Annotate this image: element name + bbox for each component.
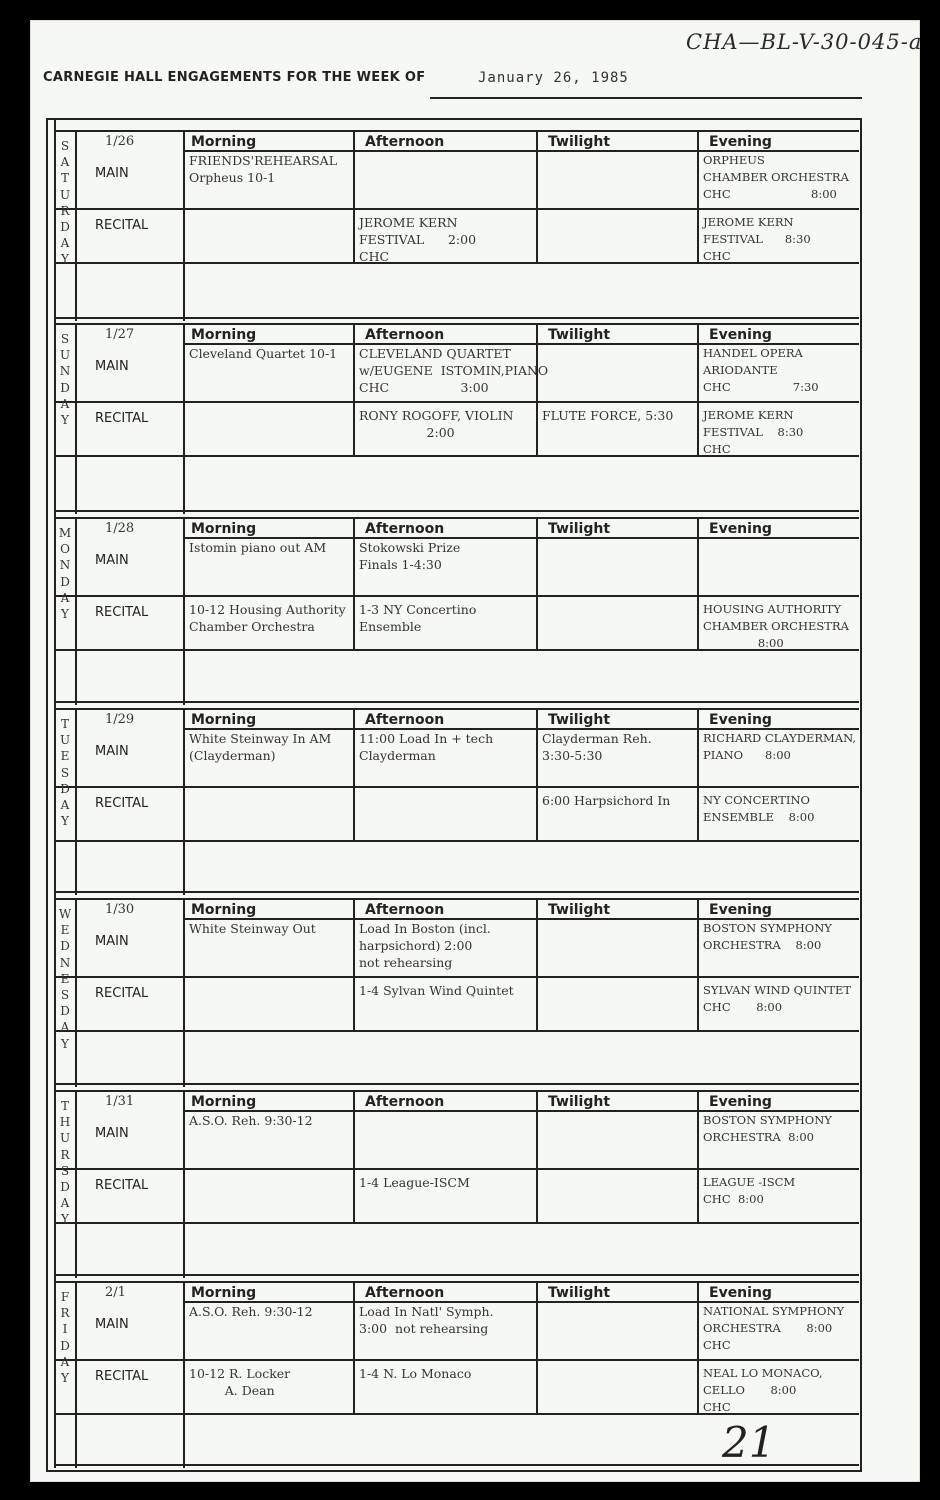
slot-header-morning: Morning xyxy=(191,902,257,918)
grid-line xyxy=(183,323,185,514)
grid-line xyxy=(536,1281,538,1413)
slot-header-afternoon: Afternoon xyxy=(365,902,445,918)
grid-line xyxy=(353,1090,355,1222)
grid-line xyxy=(55,323,859,325)
grid-line xyxy=(697,130,699,262)
recital-evening-entry: HOUSING AUTHORITY CHAMBER ORCHESTRA 8:00 xyxy=(703,602,849,650)
day-date: 1/28 xyxy=(105,521,135,536)
room-label-recital: RECITAL xyxy=(95,1178,149,1193)
main-morning-entry: A.S.O. Reh. 9:30-12 xyxy=(189,1113,313,1128)
grid-line xyxy=(697,1281,699,1413)
recital-afternoon-entry: 1-4 N. Lo Monaco xyxy=(359,1366,472,1381)
grid-line xyxy=(353,517,355,649)
day-block xyxy=(55,323,859,514)
grid-line xyxy=(55,130,859,132)
slot-header-morning: Morning xyxy=(191,327,257,343)
grid-line xyxy=(55,898,859,900)
day-block xyxy=(55,898,859,1087)
room-label-recital: RECITAL xyxy=(95,605,149,620)
main-evening-entry: HANDEL OPERA ARIODANTE CHC 7:30 xyxy=(703,346,819,394)
grid-line xyxy=(353,1281,355,1413)
day-date: 1/27 xyxy=(105,327,135,342)
recital-afternoon-entry: 1-4 League-ISCM xyxy=(359,1175,470,1190)
recital-twilight-entry: 6:00 Harpsichord In xyxy=(542,793,671,808)
archive-annotation: CHA—BL-V-30-045-a xyxy=(686,30,923,54)
main-morning-entry: A.S.O. Reh. 9:30-12 xyxy=(189,1304,313,1319)
slot-header-afternoon: Afternoon xyxy=(365,521,445,537)
grid-line xyxy=(536,130,538,262)
recital-morning-entry: 10-12 R. Locker A. Dean xyxy=(189,1366,291,1398)
grid-line xyxy=(55,701,859,703)
grid-line xyxy=(55,1030,859,1032)
grid-line xyxy=(183,708,185,895)
slot-header-afternoon: Afternoon xyxy=(365,327,445,343)
slot-header-evening: Evening xyxy=(709,521,772,537)
grid-line xyxy=(55,891,859,893)
main-afternoon-entry: Stokowski Prize Finals 1-4:30 xyxy=(359,540,461,572)
slot-header-evening: Evening xyxy=(709,902,772,918)
recital-morning-entry: 10-12 Housing Authority Chamber Orchestra xyxy=(189,602,346,634)
day-label: F R I D A Y xyxy=(60,1290,70,1386)
slot-header-twilight: Twilight xyxy=(548,134,611,150)
grid-line xyxy=(353,130,355,262)
week-underline xyxy=(430,97,862,99)
day-label: T U E S D A Y xyxy=(59,717,71,829)
day-date: 1/29 xyxy=(105,712,135,727)
grid-line xyxy=(55,401,859,403)
page-title: CARNEGIE HALL ENGAGEMENTS FOR THE WEEK OF xyxy=(43,70,426,85)
main-evening-entry: BOSTON SYMPHONY ORCHESTRA 8:00 xyxy=(703,921,832,952)
main-afternoon-entry: 11:00 Load In + tech Clayderman xyxy=(359,731,494,763)
grid-line xyxy=(536,517,538,649)
recital-evening-entry: LEAGUE -ISCM CHC 8:00 xyxy=(703,1175,796,1206)
slot-header-twilight: Twilight xyxy=(548,712,611,728)
main-afternoon-entry: Load In Natl' Symph. 3:00 not rehearsing xyxy=(359,1304,494,1336)
slot-header-afternoon: Afternoon xyxy=(365,134,445,150)
recital-evening-entry: JEROME KERN FESTIVAL 8:30 CHC xyxy=(703,408,804,456)
slot-header-morning: Morning xyxy=(191,134,257,150)
main-evening-entry: ORPHEUS CHAMBER ORCHESTRA CHC 8:00 xyxy=(703,153,849,201)
room-label-recital: RECITAL xyxy=(95,986,149,1001)
grid-line xyxy=(697,1090,699,1222)
slot-header-twilight: Twilight xyxy=(548,521,611,537)
grid-line xyxy=(697,323,699,455)
recital-evening-entry: JEROME KERN FESTIVAL 8:30 CHC xyxy=(703,215,811,263)
day-label: S A T U R D A Y xyxy=(59,139,71,267)
day-label: S U N D A Y xyxy=(59,332,71,428)
slot-header-afternoon: Afternoon xyxy=(365,712,445,728)
grid-line xyxy=(55,786,859,788)
room-label-recital: RECITAL xyxy=(95,218,149,233)
slot-header-evening: Evening xyxy=(709,1285,772,1301)
main-morning-entry: White Steinway In AM (Clayderman) xyxy=(189,731,332,763)
room-label-main: MAIN xyxy=(95,934,129,949)
recital-twilight-entry: FLUTE FORCE, 5:30 xyxy=(542,408,674,423)
grid-line xyxy=(75,708,77,895)
grid-line xyxy=(55,517,859,519)
slot-header-twilight: Twilight xyxy=(548,1285,611,1301)
main-morning-entry: FRIENDS'REHEARSAL Orpheus 10-1 xyxy=(189,153,337,185)
grid-line xyxy=(55,1222,859,1224)
recital-evening-entry: NEAL LO MONACO, CELLO 8:00 CHC xyxy=(703,1366,823,1414)
room-label-main: MAIN xyxy=(95,359,129,374)
grid-line xyxy=(697,898,699,1030)
slot-header-afternoon: Afternoon xyxy=(365,1094,445,1110)
recital-afternoon-entry: JEROME KERN FESTIVAL 2:00 CHC xyxy=(359,215,477,264)
room-label-main: MAIN xyxy=(95,1317,129,1332)
slot-header-twilight: Twilight xyxy=(548,1094,611,1110)
slot-header-morning: Morning xyxy=(191,1285,257,1301)
grid-line xyxy=(183,1090,185,1278)
grid-line xyxy=(75,323,77,514)
grid-line xyxy=(183,130,185,321)
grid-line xyxy=(183,1281,185,1468)
day-block xyxy=(55,1090,859,1278)
day-date: 1/30 xyxy=(105,902,135,917)
grid-line xyxy=(536,898,538,1030)
grid-line xyxy=(697,517,699,649)
grid-line xyxy=(55,1281,859,1283)
recital-afternoon-entry: 1-3 NY Concertino Ensemble xyxy=(359,602,477,634)
grid-line xyxy=(75,1281,77,1468)
slot-header-evening: Evening xyxy=(709,327,772,343)
grid-line xyxy=(353,898,355,1030)
slot-header-twilight: Twilight xyxy=(548,902,611,918)
grid-line xyxy=(55,510,859,512)
grid-line xyxy=(536,708,538,840)
grid-line xyxy=(353,708,355,840)
main-morning-entry: Cleveland Quartet 10-1 xyxy=(189,346,338,361)
slot-header-evening: Evening xyxy=(709,134,772,150)
grid-line xyxy=(55,595,859,597)
grid-line xyxy=(75,517,77,705)
grid-line xyxy=(55,208,859,210)
slot-header-afternoon: Afternoon xyxy=(365,1285,445,1301)
grid-line xyxy=(75,1090,77,1278)
room-label-recital: RECITAL xyxy=(95,796,149,811)
main-afternoon-entry: Load In Boston (incl. harpsichord) 2:00 not rehearsing xyxy=(359,921,491,970)
slot-header-morning: Morning xyxy=(191,1094,257,1110)
main-afternoon-entry: CLEVELAND QUARTET w/EUGENE ISTOMIN,PIANO CHC 3:00 xyxy=(359,346,549,395)
grid-line xyxy=(55,708,859,710)
recital-afternoon-entry: RONY ROGOFF, VIOLIN 2:00 xyxy=(359,408,514,440)
room-label-main: MAIN xyxy=(95,1126,129,1141)
day-label: M O N D A Y xyxy=(58,526,72,622)
grid-line xyxy=(353,323,355,455)
main-evening-entry: BOSTON SYMPHONY ORCHESTRA 8:00 xyxy=(703,1113,832,1144)
grid-line xyxy=(55,840,859,842)
grid-line xyxy=(697,708,699,840)
recital-evening-entry: SYLVAN WIND QUINTET CHC 8:00 xyxy=(703,983,852,1014)
week-date: January 26, 1985 xyxy=(478,70,629,86)
grid-line xyxy=(75,130,77,321)
grid-line xyxy=(55,976,859,978)
day-date: 1/26 xyxy=(105,134,135,149)
room-label-main: MAIN xyxy=(95,744,129,759)
day-block xyxy=(55,517,859,705)
grid-line xyxy=(75,898,77,1087)
recital-evening-entry: NY CONCERTINO ENSEMBLE 8:00 xyxy=(703,793,815,824)
main-evening-entry: RICHARD CLAYDERMAN, PIANO 8:00 xyxy=(703,731,857,762)
slot-header-morning: Morning xyxy=(191,712,257,728)
day-block xyxy=(55,708,859,895)
slot-header-evening: Evening xyxy=(709,712,772,728)
main-morning-entry: White Steinway Out xyxy=(189,921,316,936)
slot-header-evening: Evening xyxy=(709,1094,772,1110)
room-label-recital: RECITAL xyxy=(95,1369,149,1384)
room-label-recital: RECITAL xyxy=(95,411,149,426)
day-date: 1/31 xyxy=(105,1094,135,1109)
grid-line xyxy=(183,517,185,705)
grid-line xyxy=(536,1090,538,1222)
room-label-main: MAIN xyxy=(95,553,129,568)
day-label: T H U R S D A Y xyxy=(59,1099,71,1227)
grid-line xyxy=(55,1090,859,1092)
slot-header-morning: Morning xyxy=(191,521,257,537)
page-number: 21 xyxy=(722,1418,776,1467)
day-date: 2/1 xyxy=(105,1285,126,1300)
slot-header-twilight: Twilight xyxy=(548,327,611,343)
main-twilight-entry: Clayderman Reh. 3:30-5:30 xyxy=(542,731,652,763)
grid-line xyxy=(55,1274,859,1276)
grid-line xyxy=(55,317,859,319)
grid-line xyxy=(55,1083,859,1085)
main-morning-entry: Istomin piano out AM xyxy=(189,540,327,555)
main-evening-entry: NATIONAL SYMPHONY ORCHESTRA 8:00 CHC xyxy=(703,1304,845,1352)
recital-afternoon-entry: 1-4 Sylvan Wind Quintet xyxy=(359,983,514,998)
day-label: W E D N E S D A Y xyxy=(58,907,72,1051)
day-block xyxy=(55,130,859,321)
grid-line xyxy=(55,1168,859,1170)
room-label-main: MAIN xyxy=(95,166,129,181)
grid-line xyxy=(183,898,185,1087)
grid-line xyxy=(55,1359,859,1361)
